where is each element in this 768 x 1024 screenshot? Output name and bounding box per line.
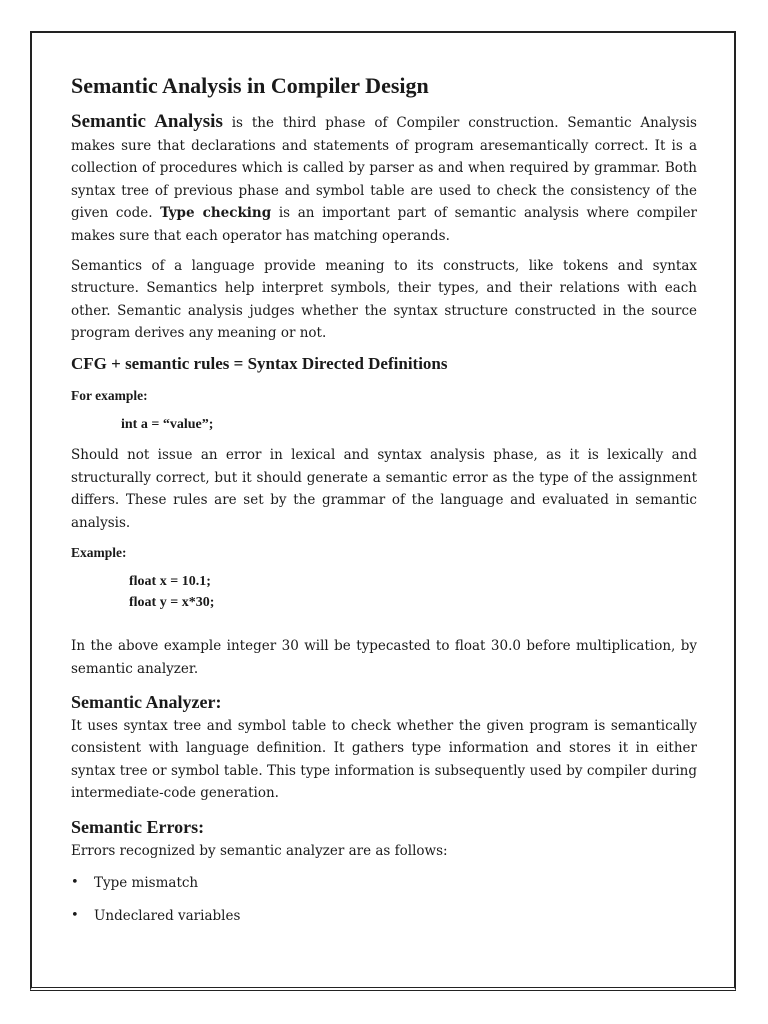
page-title: Semantic Analysis in Compiler Design: [71, 73, 429, 98]
document-body: [71, 72, 697, 938]
analyzer-paragraph: It uses syntax tree and symbol table to check whether the given program is semantically consistent with language definition. It gathers type information and stores it in either syntax tree or symbol table. This type information is subsequently used by compiler during intermediate-code generation.: [71, 717, 697, 802]
typecast-paragraph: In the above example integer 30 will be typecasted to float 30.0 before multiplication, by semantic analyzer.: [71, 638, 697, 677]
intro-lead-term: Semantic Analysis: [71, 111, 223, 132]
semantics-paragraph: Semantics of a language provide meaning to its constructs, like tokens and syntax structure. Semantics help interpret symbols, their types, and their relations with each other. Semantic analysis judges whether the syntax structure constructed in the source program derives any meaning or not.: [71, 257, 697, 342]
analyzer-heading: Semantic Analyzer:: [71, 691, 222, 712]
lexical-paragraph: Should not issue an error in lexical and syntax analysis phase, as it is lexically and structurally correct, but it should generate a semantic error as the type of the assignment differs. These rules are set by the grammar of the language and evaluated in semantic analysis.: [71, 446, 697, 531]
example2-label: Example:: [71, 545, 127, 561]
intro-text-part2: is an important part of semantic analysis where compiler makes sure that each operator has matching operands.: [71, 205, 698, 244]
list-item: [71, 905, 697, 927]
list-item-text: Undeclared variables: [94, 908, 241, 925]
code-line: float x = 10.1;: [129, 574, 211, 590]
bullet-icon: •: [71, 875, 79, 891]
errors-list: [71, 872, 697, 927]
example1-code: int a = “value”;: [121, 416, 214, 432]
cfg-heading: CFG + semantic rules = Syntax Directed Definitions: [71, 353, 448, 373]
intro-paragraph: [71, 111, 697, 248]
intro-text-part1: is the third phase of Compiler construction. Semantic Analysis makes sure that declarations and statements of program aresemantically correct. It is a collection of procedures which is called by parser as and when required by grammar. Both syntax tree of previous phase and symbol table are used to check the consistency of the given code.: [71, 115, 697, 222]
example2-code: [71, 571, 697, 613]
example1-label: For example:: [71, 387, 148, 403]
bullet-icon: •: [71, 908, 79, 924]
errors-heading: Semantic Errors:: [71, 816, 205, 837]
type-checking-term: Type checking: [160, 205, 272, 222]
errors-intro: Errors recognized by semantic analyzer are as follows:: [71, 842, 448, 859]
code-line: float y = x*30;: [129, 595, 215, 611]
list-item: [71, 872, 697, 894]
list-item-text: Type mismatch: [94, 875, 199, 892]
